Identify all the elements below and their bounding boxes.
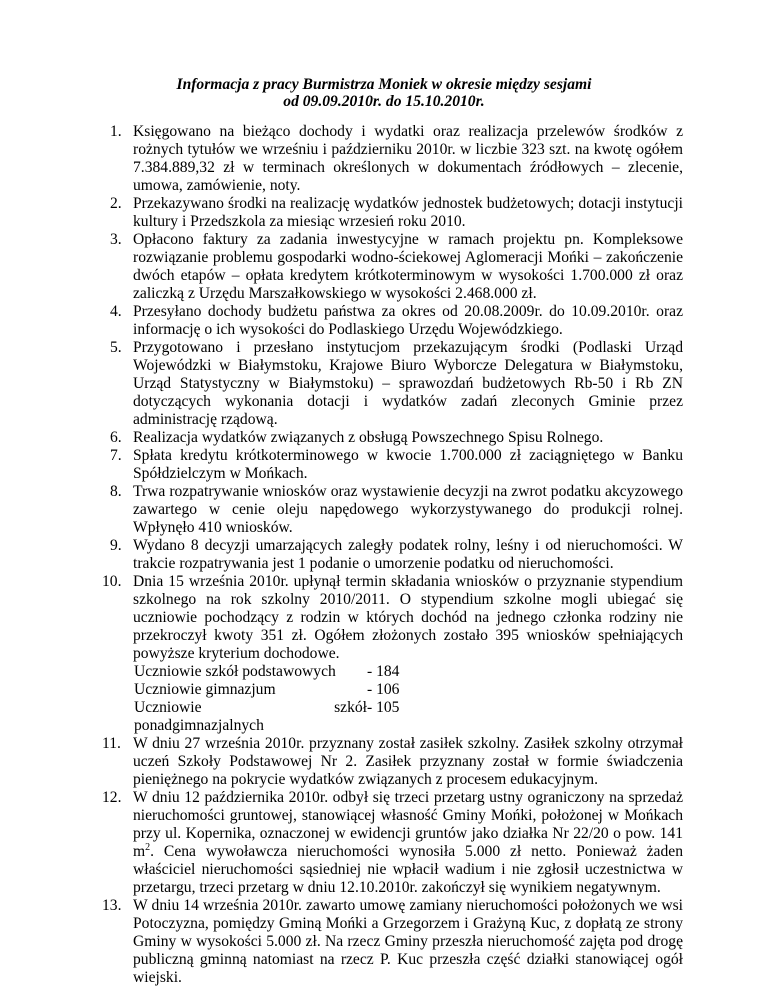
scholarship-row: Uczniowie gimnazjum - 106 — [134, 681, 400, 698]
list-item: 4. Przesyłano dochody budżetu państwa za okres od 20.08.2009r. do 10.09.2010r. oraz informację o ich wysokości do Podlaskiego Urzędu Wojewódzkiego. — [110, 303, 683, 338]
list-item: 11. W dniu 27 września 2010r. przyznany został zasiłek szkolny. Zasiłek szkolny otrzymał uczeń Szkoły Podstawowej Nr 2. Zasiłek przyznany został w formie świadczenia pieniężnego na pokrycie wydatków związanych z procesem edukacyjnym. — [102, 735, 683, 788]
scholarship-breakdown — [133, 663, 683, 735]
scholarship-row: Uczniowie szkół ponadgimnazjalnych - 105 — [134, 699, 400, 734]
list-item: 9. Wydano 8 decyzji umarzających zaległy podatek rolny, leśny i od nieruchomości. W trakcie rozpatrywania jest 1 podanie o umorzenie podatku od nieruchomości. — [110, 537, 683, 572]
list-item: 2. Przekazywano środki na realizację wydatków jednostek budżetowych; dotacji instytucji kultury i Przedszkola za miesiąc wrzesień roku 2010. — [110, 195, 683, 230]
list-item: 7. Spłata kredytu krótkoterminowego w kwocie 1.700.000 zł zaciągniętego w Banku Spółdzielczym w Mońkach. — [110, 447, 683, 482]
document-subtitle-period: od 09.09.2010r. do 15.10.2010r. — [283, 93, 485, 110]
list-item: 1. Księgowano na bieżąco dochody i wydatki oraz realizacja przelewów środków z rożnych tytułów we wrześniu i październiku 2010r. w liczbie 323 szt. na kwotę ogółem 7.384.889,32 zł w terminach określonych w dokumentach źródłowych – zlecenie, umowa, zamówienie, noty. — [110, 123, 683, 194]
list-item: 13. W dniu 14 września 2010r. zawarto umowę zamiany nieruchomości położonych we wsi Potoczyzna, pomiędzy Gminą Mońki a Grzegorzem i Grażyną Kuc, z dopłatą ze strony Gminy w wysokości 5.000 zł. Na rzecz Gminy przeszła nieruchomość zajęta pod drogę publiczną gminną natomiast na rzecz P. Kuc przeszła część działki stanowiącej ogół wiejski. — [102, 897, 683, 986]
scholarship-row: Uczniowie szkół podstawowych - 184 — [134, 663, 400, 680]
list-item: 3. Opłacono faktury za zadania inwestycyjne w ramach projektu pn. Kompleksowe rozwiązanie problemu gospodarki wodno-ściekowej Aglomeracji Mońki – zakończenie dwóch etapów – opłata kredytem krótkoterminowym w wysokości 1.700.000 zł oraz zaliczką z Urzędu Marszałkowskiego w wysokości 2.468.000 zł. — [110, 231, 683, 302]
list-item: 10. Dnia 15 września 2010r. upłynął termin składania wniosków o przyznanie stypendium szkolnego na rok szkolny 2010/2011. O stypendium szkolne mogli ubiegać się uczniowie pochodzący z rodzin w których dochód na jednego członka rodziny nie przekroczył kwoty 351 zł. Ogółem złożonych zostało 395 wniosków spełniających powyższe kryterium dochodowe. Uczniowie szkół podstawowych - 184 Uczniowie gimnazjum - 106 Uczniowie szkół ponadgimnazjalnych - 105 — [102, 573, 683, 734]
list-item: 6. Realizacja wydatków związanych z obsługą Powszechnego Spisu Rolnego. — [110, 429, 604, 446]
list-item: 8. Trwa rozpatrywanie wniosków oraz wystawienie decyzji na zwrot podatku akcyzowego zawartego w cenie oleju napędowego wykorzystywanego do produkcji rolnej. Wpłynęło 410 wniosków. — [110, 483, 683, 536]
report-items-list — [102, 123, 683, 987]
list-item: 5. Przygotowano i przesłano instytucjom przekazującym środki (Podlaski Urząd Wojewódzki w Białymstoku, Krajowe Biuro Wyborcze Delegatura w Białymstoku, Urząd Statystyczny w Białymstoku) – sprawozdań budżetowych Rb-50 i Rb ZN dotyczących wykonania dotacji i wydatków zadań zleconych Gminie przez administrację rządową. — [110, 339, 683, 428]
list-item: 12. W dniu 12 października 2010r. odbył się trzeci przetarg ustny ograniczony na sprzedaż nieruchomości gruntowej, stanowiącej własność Gminy Mońki, położonej w Mońkach przy ul. Kopernika, oznaczonej w ewidencji gruntów jako działka Nr 22/20 o pow. 141 $m^2$. Cena wywoławcza nieruchomości wynosiła 5.000 zł netto. Ponieważ żaden właściciel nieruchomości sąsiedniej nie wpłacił wadium i nie zgłosił uczestnictwa w przetargu, trzeci przetarg w dniu 12.10.2010r. zakończył się wynikiem negatywnym. — [102, 789, 683, 896]
document-title: Informacja z pracy Burmistrza Moniek w okresie między sesjami — [176, 76, 592, 93]
